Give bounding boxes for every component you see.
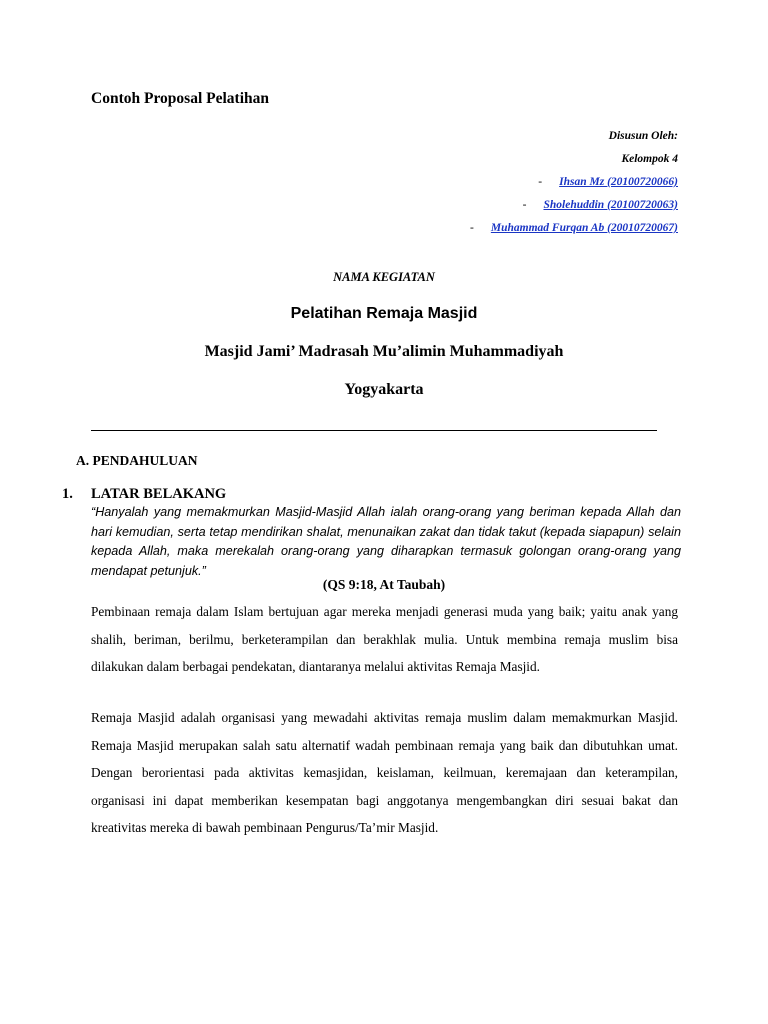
author-line bbox=[470, 217, 678, 240]
activity-location-line-2: Yogyakarta bbox=[344, 381, 424, 398]
author-line bbox=[470, 194, 678, 217]
list-dash: - bbox=[522, 199, 527, 211]
author-link-sholehuddin[interactable]: Sholehuddin (20100720063) bbox=[543, 199, 678, 211]
paragraph-2: Remaja Masjid adalah organisasi yang mewadahi aktivitas remaja muslim dalam memakmurkan Masjid. Remaja Masjid merupakan salah satu alternatif wadah pembinaan remaja yang baik dan dibutuhkan umat. Dengan berorientasi pada aktivitas kemasjidan, keislaman, keilmuan, keremajaan dan keterampilan, organisasi ini dapat memberikan kesempatan bagi anggotanya mengembangkan diri sesuai bakat dan kreativitas mereka di bawah pembinaan Pengurus/Ta’mir Masjid. bbox=[91, 710, 678, 835]
activity-location-line-1: Masjid Jami’ Madrasah Mu’alimin Muhammadiyah bbox=[204, 343, 564, 360]
list-dash: - bbox=[470, 222, 474, 234]
subsection-heading-latar-belakang bbox=[62, 486, 226, 503]
subsection-number: 1. bbox=[62, 486, 73, 502]
activity-name: Pelatihan Remaja Masjid bbox=[290, 305, 478, 322]
paragraph-1: Pembinaan remaja dalam Islam bertujuan agar mereka menjadi generasi muda yang baik; yaitu anak yang shalih, beriman, berilmu, berketerampilan dan berakhlak mulia. Untuk membina remaja muslim bisa dilakukan dalam berbagai pendekatan, diantaranya melalui aktivitas Remaja Masjid. bbox=[91, 604, 678, 674]
subsection-title: LATAR BELAKANG bbox=[91, 486, 227, 502]
quote-reference: (QS 9:18, At Taubah) bbox=[322, 577, 446, 592]
section-divider bbox=[91, 430, 657, 431]
author-link-muhammad-furqan[interactable]: Muhammad Furqan Ab (20010720067) bbox=[490, 222, 678, 234]
list-dash: - bbox=[538, 176, 543, 188]
author-line bbox=[470, 171, 678, 194]
document-title: Contoh Proposal Pelatihan bbox=[91, 90, 269, 107]
group-name: Kelompok 4 bbox=[621, 153, 678, 165]
author-link-ihsan[interactable]: Ihsan Mz (20100720066) bbox=[559, 176, 678, 188]
quran-quote: “Hanyalah yang memakmurkan Masjid-Masjid Allah ialah orang-orang yang beriman kepada Allah dan hari kemudian, serta tetap mendirikan shalat, menunaikan zakat dan tidak takut (kepada siapapun) selain kepada Allah, maka merekalah orang-orang yang diharapkan termasuk golongan orang-orang yang mendapat petunjuk.” bbox=[91, 505, 681, 578]
compiled-by-label: Disusun Oleh: bbox=[608, 130, 678, 142]
activity-label: NAMA KEGIATAN bbox=[333, 270, 435, 284]
authors-block bbox=[470, 125, 678, 240]
section-heading-pendahuluan: A. PENDAHULUAN bbox=[76, 453, 198, 468]
